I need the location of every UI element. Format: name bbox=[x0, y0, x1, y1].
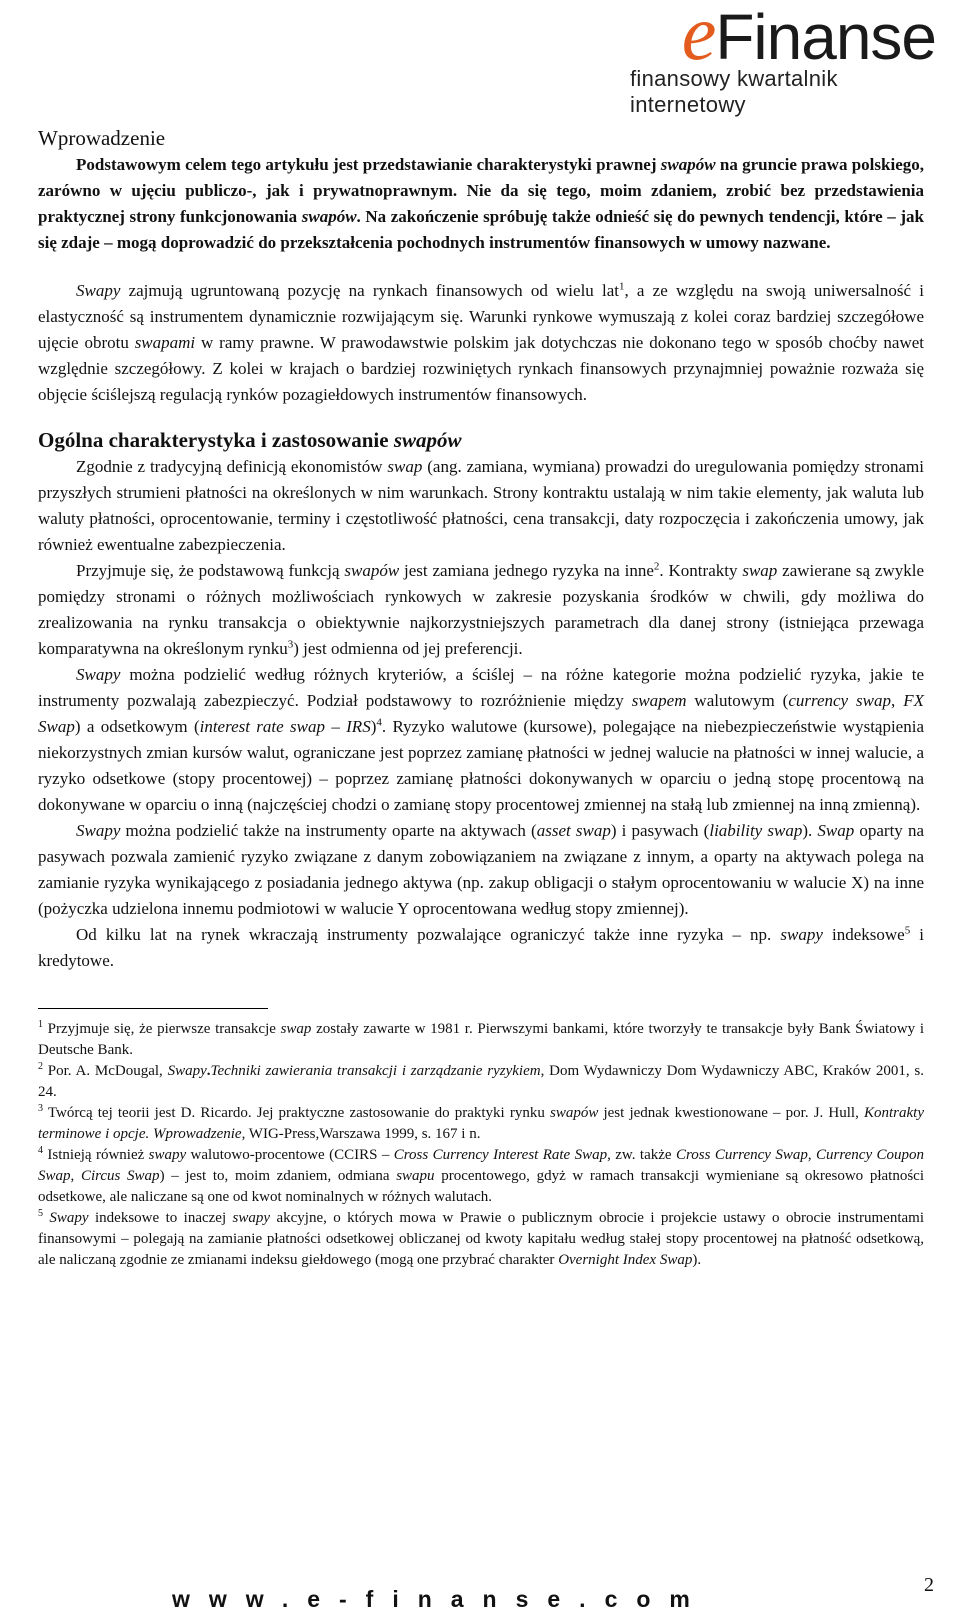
footnote-1: $^1$ Przyjmuje się, że pierwsze transakcje swap zostały zawarte w 1981 r. Pierwszymi bankami, które tworzyły te transakcje były Bank Światowy i Deutsche Bank. bbox=[38, 1019, 924, 1058]
footnote-5: $^5$ Swapy indeksowe to inaczej swapy akcyjne, o których mowa w Prawie o publicznym obrocie i projekcie ustawy o obrocie instrumentami finansowymi – polegają na zamianie płatności odsetkowej obliczanej od kwoty kapitału według stałej stopy procentowej na płatność odsetkową, ale naliczaną zgodnie ze zmianami indeksu giełdowego (mogą one przybrać charakter Overnight Index Swap). bbox=[38, 1208, 925, 1268]
footer-url: www.e-finanse.com bbox=[172, 1586, 709, 1612]
footnote-ref-3: 3 bbox=[287, 638, 294, 651]
logo-tagline: finansowy kwartalnik internetowy bbox=[630, 66, 838, 117]
page-number: 2 bbox=[924, 1574, 934, 1596]
footnote-ref-2: 2 bbox=[653, 560, 660, 573]
logo-wordmark bbox=[681, 0, 936, 76]
footnote-4: $^4$ Istnieją również swapy walutowo-procentowe (CCIRS – Cross Currency Interest Rate Swap, zw. także Cross Currency Swap, Currency Coupon Swap, Circus Swap) – jest to, moim zdaniem, odmiana swapu procentowego, gdyż w ramach transakcji wymieniane są okresowo płatności odsetkowe, ale naliczane są one od kwot nominalnych w różnych walutach. bbox=[38, 1145, 924, 1205]
section-paragraph-5: Od kilku lat na rynek wkraczają instrumenty pozwalające ograniczyć także inne ryzyka – np. swapy indeksowe$^5$ i kredytowe. bbox=[38, 924, 924, 970]
footnote-divider bbox=[38, 1008, 268, 1009]
article-body bbox=[38, 124, 924, 1271]
paragraph-2: Swapy zajmują ugruntowaną pozycję na rynkach finansowych od wielu lat$^1$, a ze względu na swoją uniwersalność i elastyczność są instrumentem dynamicznie rozwijającym się. Warunki rynkowe wymuszają z kolei coraz bardziej szczegółowe ujęcie obrotu swapami w ramy prawne. W prawodawstwie polskim jak dotychczas nie dokonano tego w sposób choćby nawet względnie szczegółowy. Z kolei w krajach o bardziej rozwiniętych rynkach finansowych przynajmniej poważnie rozważa się objęcie ściślejszą regulacją rynków pozagiełdowych instrumentów finansowych. bbox=[38, 280, 924, 404]
efinanse-logo bbox=[630, 0, 940, 117]
logo-e: e bbox=[681, 0, 716, 76]
section-paragraph-1: Zgodnie z tradycyjną definicją ekonomistów swap (ang. zamiana, wymiana) prowadzi do uregulowania pomiędzy stronami przyszłych strumieni płatności na określonych w nim warunkach. Strony kontraktu ustalają w nim takie elementy, jak waluta lub waluty płatności, oprocentowanie, terminy i częstotliwość płatności, cena transakcji, daty rozpoczęcia i zakończenia umowy, jak również ewentualne zabezpieczenia. bbox=[38, 457, 924, 554]
section-heading: Ogólna charakterystyka i zastosowanie swapów bbox=[38, 428, 462, 452]
footnotes bbox=[38, 1019, 924, 1271]
intro-heading: Wprowadzenie bbox=[38, 126, 166, 150]
section-paragraph-3: Swapy można podzielić według różnych kryteriów, a ściślej – na różne kategorie można podzielić ryzyka, jakie te instrumenty pozwalają zabezpieczyć. Podział podstawowy to rozróżnienie między swapem walutowym (currency swap, FX Swap) a odsetkowym (interest rate swap – IRS)$^4$. Ryzyko walutowe (kursowe), polegające na niebezpieczeństwie wystąpienia niekorzystnych zmian kursów walut, ograniczane jest poprzez zamianę płatności w jednej walucie na płatności w innej walucie, a ryzyko odsetkowe (stopy procentowej) – poprzez zamianę płatności dokonywanych w oparciu o jedną stopę procentową na dokonywane w oparciu o inną (najczęściej chodzi o zamianę stopy procentowej zmiennej na stałą lub zmiennej na inną zmienną). bbox=[38, 665, 925, 814]
footnote-ref-4: 4 bbox=[376, 716, 382, 729]
section-paragraph-2: Przyjmuje się, że podstawową funkcją swapów jest zamiana jednego ryzyka na inne$^2$. Kontrakty swap zawierane są zwykle pomiędzy stronami o różnych możliwościach rynkowych w zakresie pozyskania środków w chwili, gdy możliwa do zrealizowania na rynku transakcja o obiektywnie najkorzystniejszych parametrach dla danej strony (istniejąca przewaga komparatywna na określonym rynku$^3$) jest odmienna od jej preferencji. bbox=[38, 560, 925, 658]
footnote-ref-5: 5 bbox=[904, 924, 911, 937]
section-paragraph-4: Swapy można podzielić także na instrumenty oparte na aktywach (asset swap) i pasywach (liability swap). Swap oparty na pasywach pozwala zamienić ryzyko związane z danym zobowiązaniem na związane z innym, a oparty na aktywach polega na zamianie ryzyka wynikającego z posiadania jednego aktywa (np. zakup obligacji o stałym oprocentowaniu w walucie X) na inne (pożyczka udzielona innemu podmiotowi w walucie Y oprocentowana według stopy zmiennej). bbox=[38, 821, 924, 918]
footnote-3: $^3$ Twórcą tej teorii jest D. Ricardo. Jej praktyczne zastosowanie do praktyki rynku swapów jest jednak kwestionowane – por. J. Hull, Kontrakty terminowe i opcje. Wprowadzenie, WIG-Press,Warszawa 1999, s. 167 i n. bbox=[38, 1103, 924, 1142]
footnote-ref-1: 1 bbox=[618, 280, 625, 293]
intro-section bbox=[38, 124, 924, 256]
intro-paragraph: Podstawowym celem tego artykułu jest przedstawianie charakterystyki prawnej swapów na gruncie prawa polskiego, zarówno w ujęciu publiczo-, jak i prywatnoprawnym. Nie da się tego, moim zdaniem, zrobić bez przedstawienia praktycznej strony funkcjonowania swapów. Na zakończenie spróbuję także odnieść się do pewnych tendencji, które – jak się zdaje – mogą doprowadzić do przekształcenia pochodnych instrumentów finansowych w umowy nazwane. bbox=[38, 155, 925, 252]
logo-brand: Finanse bbox=[715, 1, 936, 73]
footnote-2: $^2$ Por. A. McDougal, Swapy.Techniki zawierania transakcji i zarządzanie ryzykiem, Dom Wydawniczy Dom Wydawniczy ABC, Kraków 2001, s. 24. bbox=[38, 1061, 925, 1100]
